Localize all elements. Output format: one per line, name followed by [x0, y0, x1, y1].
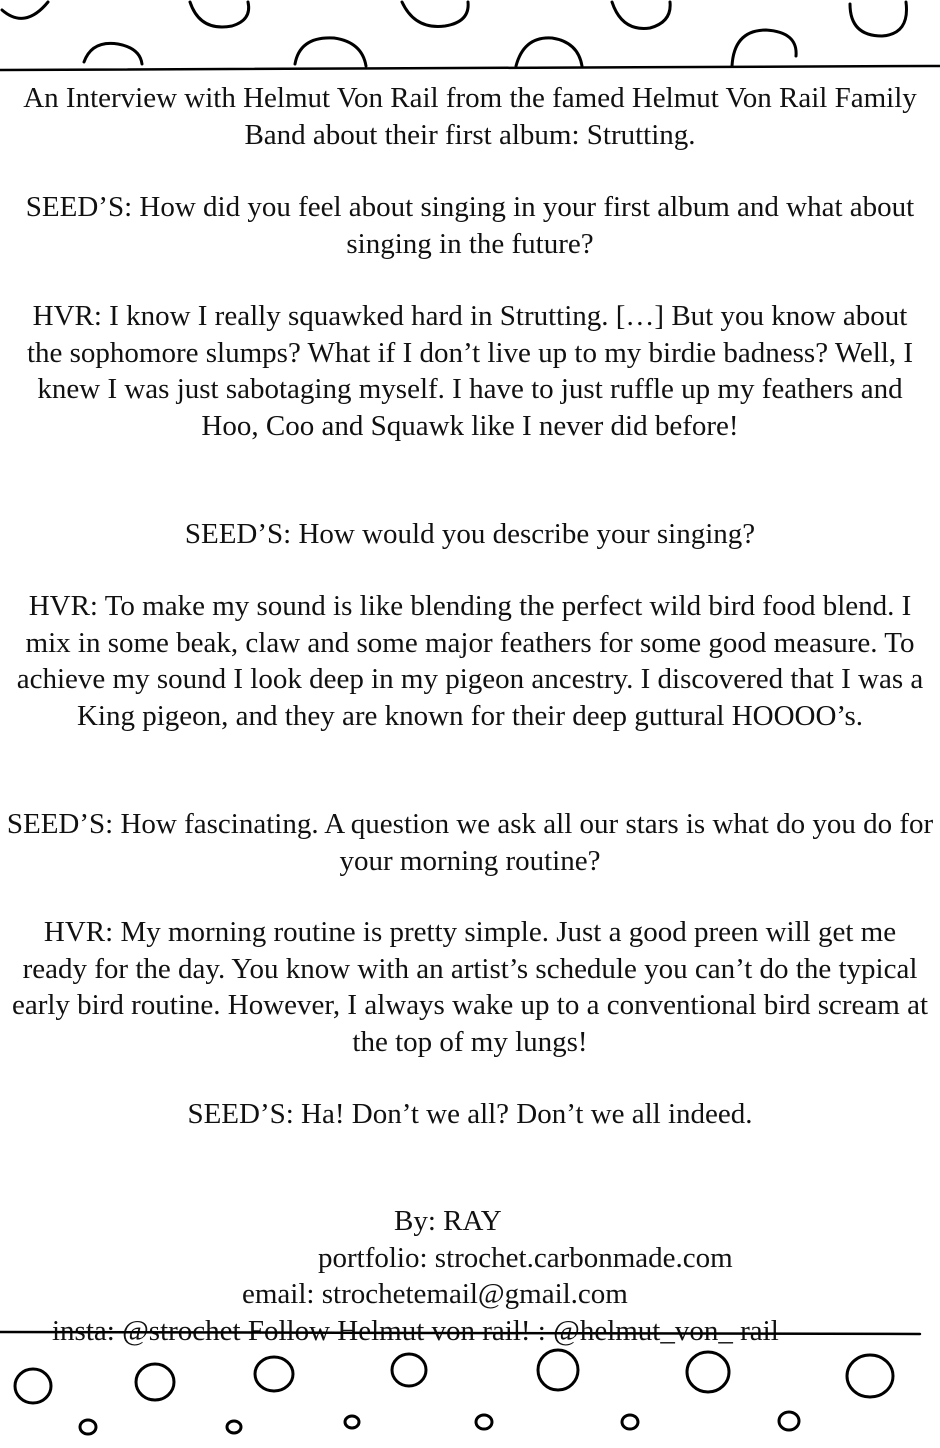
interview-answer: HVR: To make my sound is like blending the perfect wild bird food blend. I mix in some beak, claw and some major feathers for some good measure. To achieve my sound I look deep in my pigeon ancestry. I discovered that I was a King pigeon, and they are known for their deep guttural HOOOO’s.	[16, 590, 924, 732]
interview-question: SEED’S: Ha! Don’t we all? Don’t we all indeed.	[187, 1098, 753, 1130]
bottom-circle-doodle-border	[0, 1320, 940, 1448]
hand-drawn-circles-icon	[0, 2, 940, 70]
interview-question: SEED’S: How did you feel about singing in your first album and what about singing in the future?	[25, 191, 915, 260]
interview-question: SEED’S: How fascinating. A question we ask all our stars is what do you do for your morning routine?	[6, 808, 934, 877]
interview-question: SEED’S: How would you describe your singing?	[184, 518, 756, 550]
portfolio-credit: portfolio: strochet.carbonmade.com	[318, 1242, 733, 1274]
instagram-credit: insta: @strochet Follow Helmut von rail! : @helmut_von_ rail	[52, 1315, 779, 1347]
email-credit: email: strochetemail@gmail.com	[242, 1278, 628, 1310]
interview-answer: HVR: I know I really squawked hard in Strutting. […] But you know about the sophomore slumps? What if I don’t live up to my birdie badness? Well, I knew I was just sabotaging myself. I have to just ruffle up my feathers and Hoo, Coo and Squawk like I never did before!	[26, 300, 914, 442]
interview-answer: HVR: My morning routine is pretty simple. Just a good preen will get me ready for the day. You know with an artist’s schedule you can’t do the typical early bird routine. However, I always wake up to a conventional bird scream at the top of my lungs!	[11, 916, 929, 1058]
author-credit: By: RAY	[394, 1205, 502, 1237]
interview-title: An Interview with Helmut Von Rail from the famed Helmut Von Rail Family Band about their first album: Strutting.	[23, 82, 917, 151]
hand-drawn-circles-icon	[0, 1332, 920, 1434]
top-circle-doodle-border	[0, 0, 940, 80]
